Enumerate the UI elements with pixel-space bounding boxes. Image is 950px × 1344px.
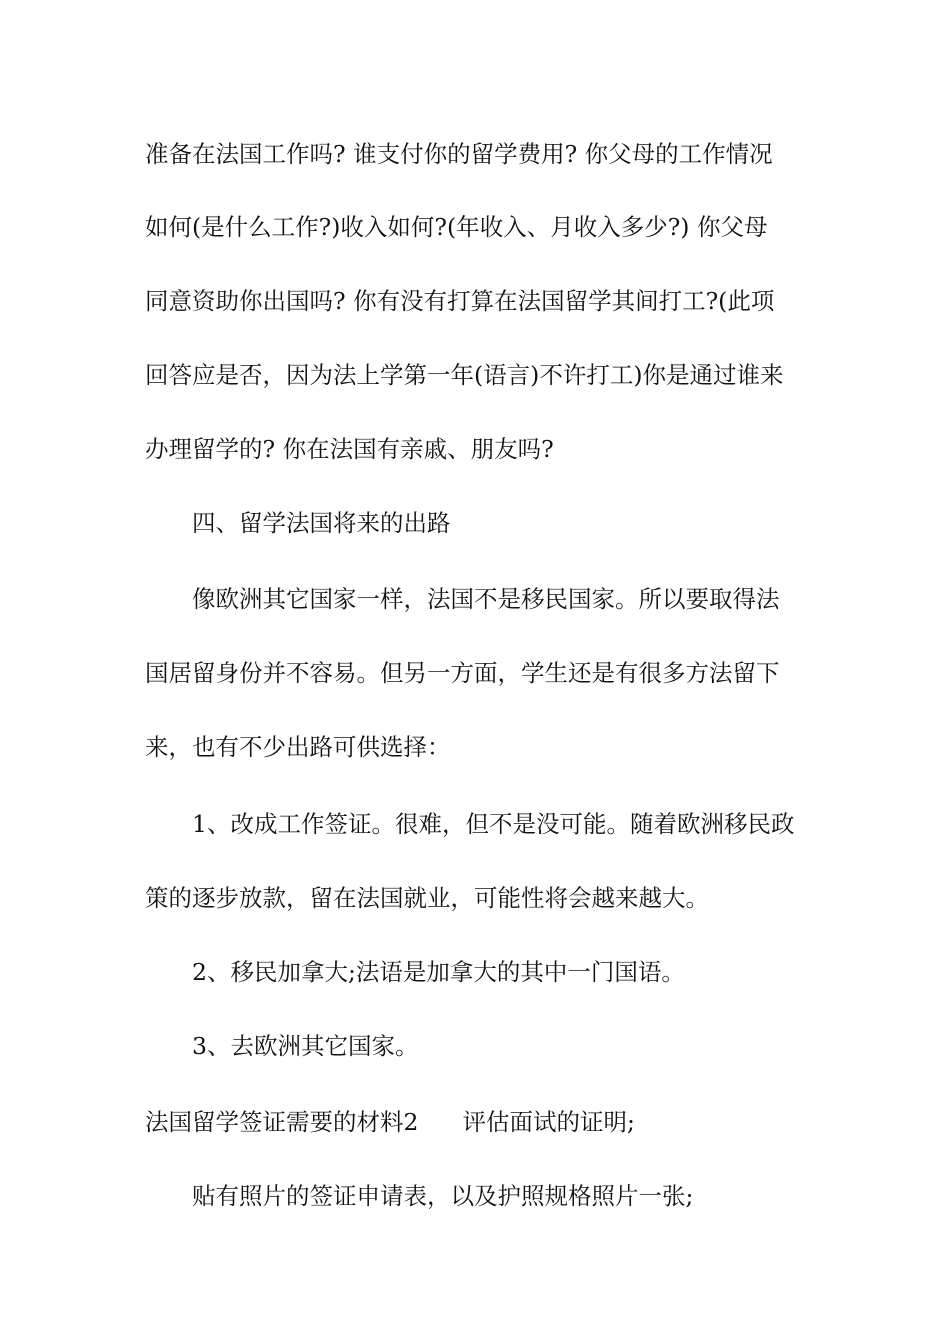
article-subtitle: 法国留学签证需要的材料2 — [145, 1108, 419, 1136]
requirement-item: 贴有照片的签证申请表，以及护照规格照片一张; — [192, 1182, 694, 1210]
paragraph-line: 策的逐步放款，留在法国就业，可能性将会越来越大。 — [145, 884, 709, 912]
list-item: 2、移民加拿大;法语是加拿大的其中一门国语。 — [192, 958, 685, 986]
paragraph-line: 像欧洲其它国家一样，法国不是移民国家。所以要取得法 — [192, 585, 780, 613]
heading-with-item — [145, 1107, 635, 1137]
paragraph-line: 办理留学的? 你在法国有亲戚、朋友吗? — [145, 435, 554, 463]
paragraph-line: 如何(是什么工作?)收入如何?(年收入、月收入多少?) 你父母 — [145, 213, 768, 241]
paragraph-line: 来，也有不少出路可供选择： — [145, 733, 451, 761]
paragraph-line: 同意资助你出国吗? 你有没有打算在法国留学其间打工?(此项 — [145, 287, 775, 315]
list-item: 3、去欧洲其它国家。 — [192, 1032, 419, 1060]
requirement-item: 评估面试的证明; — [462, 1108, 635, 1136]
section-heading: 四、留学法国将来的出路 — [192, 509, 451, 537]
paragraph-line: 国居留身份并不容易。但另一方面，学生还是有很多方法留下 — [145, 659, 780, 687]
paragraph-line: 准备在法国工作吗? 谁支付你的留学费用? 你父母的工作情况 — [145, 140, 773, 168]
list-item: 1、改成工作签证。很难，但不是没可能。随着欧洲移民政 — [192, 810, 795, 838]
paragraph-line: 回答应是否，因为法上学第一年(语言)不许打工)你是通过谁来 — [145, 361, 784, 389]
